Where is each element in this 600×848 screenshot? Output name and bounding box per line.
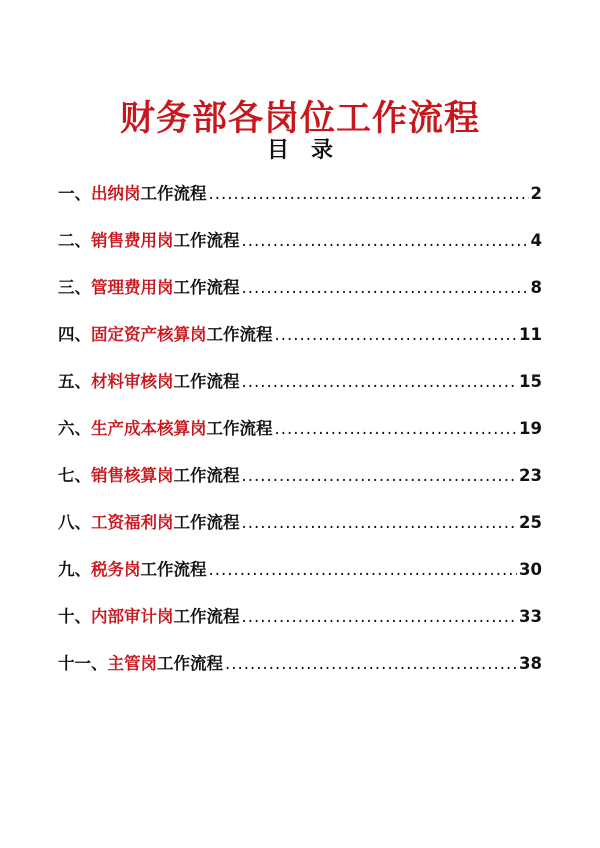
toc-entry-number: 十一、 — [58, 654, 108, 673]
toc-entry[interactable] — [58, 650, 542, 697]
toc-entry-dept: 工资福利岗 — [91, 513, 174, 532]
toc-entry-suffix: 工作流程 — [206, 325, 273, 344]
toc-entry-suffix: 工作流程 — [173, 513, 240, 532]
toc-entry-dept: 出纳岗 — [91, 184, 141, 203]
toc-entry[interactable] — [58, 321, 542, 368]
toc-leader-dots — [242, 607, 518, 626]
toc-entry[interactable] — [58, 180, 542, 227]
toc-entry-page: 23 — [519, 466, 542, 485]
toc-entry-page: 30 — [519, 560, 542, 579]
toc-entry[interactable] — [58, 274, 542, 321]
toc-leader-dots — [242, 513, 518, 532]
toc-entry[interactable] — [58, 227, 542, 274]
toc-entry[interactable] — [58, 415, 542, 462]
toc-leader-dots — [209, 184, 529, 203]
toc-entry-page: 19 — [519, 419, 542, 438]
toc-entry-suffix: 工作流程 — [206, 419, 273, 438]
toc-entry-page: 4 — [530, 231, 542, 250]
toc-entry-suffix: 工作流程 — [173, 231, 240, 250]
toc-entry-number: 一、 — [58, 184, 91, 203]
toc-entry-dept: 材料审核岗 — [91, 372, 174, 391]
toc-entry-page: 8 — [530, 278, 542, 297]
toc-entry[interactable] — [58, 462, 542, 509]
toc-entry-page: 38 — [519, 654, 542, 673]
toc-leader-dots — [275, 325, 518, 344]
toc-entry-number: 三、 — [58, 278, 91, 297]
toc-entry-page: 11 — [519, 325, 542, 344]
toc-entry-number: 九、 — [58, 560, 91, 579]
toc-entry-number: 五、 — [58, 372, 91, 391]
toc-entry-dept: 销售费用岗 — [91, 231, 174, 250]
toc-leader-dots — [225, 654, 517, 673]
toc-entry-suffix: 工作流程 — [173, 278, 240, 297]
document-title: 财务部各岗位工作流程 — [119, 99, 480, 140]
toc-entry-suffix: 工作流程 — [140, 560, 207, 579]
toc-leader-dots — [275, 419, 518, 438]
toc-entry-number: 八、 — [58, 513, 91, 532]
toc-entry[interactable] — [58, 368, 542, 415]
toc-leader-dots — [242, 372, 518, 391]
toc-entry-suffix: 工作流程 — [173, 372, 240, 391]
toc-entry-number: 二、 — [58, 231, 91, 250]
toc-entry-number: 四、 — [58, 325, 91, 344]
toc-leader-dots — [209, 560, 518, 579]
toc-entry-dept: 内部审计岗 — [91, 607, 174, 626]
toc-entry[interactable] — [58, 556, 542, 603]
toc-entry-suffix: 工作流程 — [173, 607, 240, 626]
toc-entry-dept: 生产成本核算岗 — [91, 419, 207, 438]
toc-leader-dots — [242, 231, 529, 250]
toc-entry-dept: 管理费用岗 — [91, 278, 174, 297]
toc-heading: 目 录 — [266, 138, 333, 163]
toc-entry-page: 15 — [519, 372, 542, 391]
toc-entry-number: 六、 — [58, 419, 91, 438]
toc-entry[interactable] — [58, 603, 542, 650]
toc-leader-dots — [242, 278, 529, 297]
toc-entry-page: 2 — [530, 184, 542, 203]
toc-entry-dept: 主管岗 — [107, 654, 157, 673]
toc-entry-number: 七、 — [58, 466, 91, 485]
toc-entry-suffix: 工作流程 — [173, 466, 240, 485]
toc-entry-dept: 销售核算岗 — [91, 466, 174, 485]
toc-entry-dept: 固定资产核算岗 — [91, 325, 207, 344]
toc-entry-dept: 税务岗 — [91, 560, 141, 579]
toc-entry-number: 十、 — [58, 607, 91, 626]
table-of-contents — [58, 180, 542, 697]
toc-entry[interactable] — [58, 509, 542, 556]
toc-leader-dots — [242, 466, 518, 485]
toc-entry-suffix: 工作流程 — [157, 654, 223, 673]
toc-entry-page: 25 — [519, 513, 542, 532]
toc-entry-page: 33 — [519, 607, 542, 626]
toc-entry-suffix: 工作流程 — [140, 184, 207, 203]
